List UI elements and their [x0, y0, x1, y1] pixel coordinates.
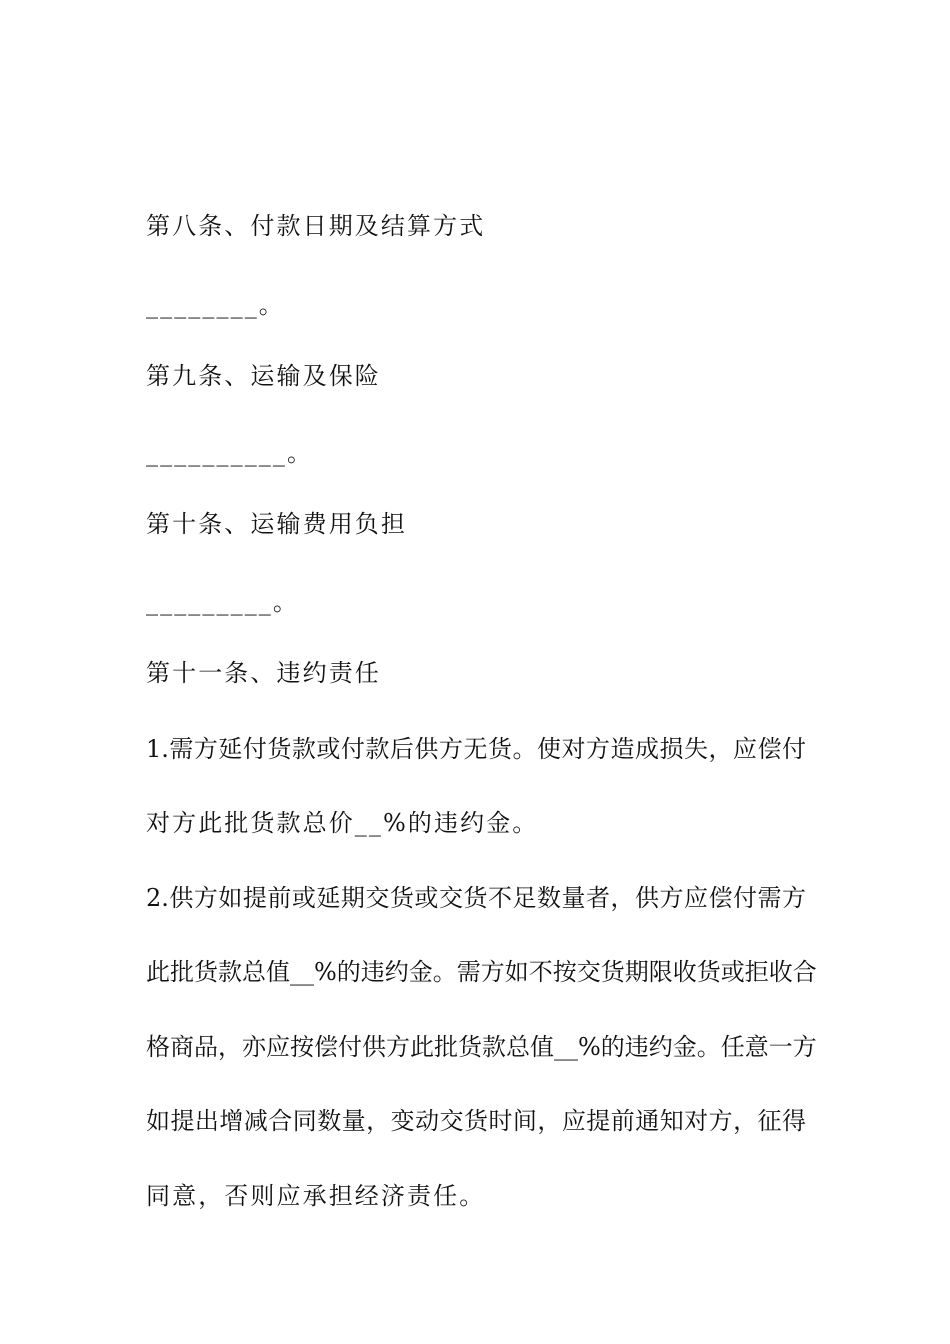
article-11-item-2-line-5: 同意，否则应承担经济责任。 [146, 1182, 486, 1210]
article-10-blank: _________。 [146, 588, 299, 616]
article-11-item-1-line-1: 1.需方延付货款或付款后供方无货。使对方造成损失，应偿付 [146, 735, 806, 763]
article-9-blank: __________。 [146, 439, 314, 467]
article-9-heading: 第九条、运输及保险 [146, 362, 381, 390]
article-8-heading: 第八条、付款日期及结算方式 [146, 212, 486, 240]
article-11-item-2-line-4: 如提出增减合同数量，变动交货时间，应提前通知对方，征得 [146, 1107, 806, 1135]
article-11-item-2-line-2: 此批货款总值__%的违约金。需方如不按交货期限收货或拒收合 [146, 958, 817, 986]
article-11-item-1-line-2: 对方此批货款总价__%的违约金。 [146, 809, 539, 837]
article-11-heading: 第十一条、违约责任 [146, 659, 381, 687]
article-8-blank: ________。 [146, 291, 285, 319]
article-11-item-2-line-1: 2.供方如提前或延期交货或交货不足数量者，供方应偿付需方 [146, 884, 806, 912]
article-10-heading: 第十条、运输费用负担 [146, 510, 407, 538]
article-11-item-2-line-3: 格商品，亦应按偿付供方此批货款总值__%的违约金。任意一方 [146, 1033, 817, 1061]
